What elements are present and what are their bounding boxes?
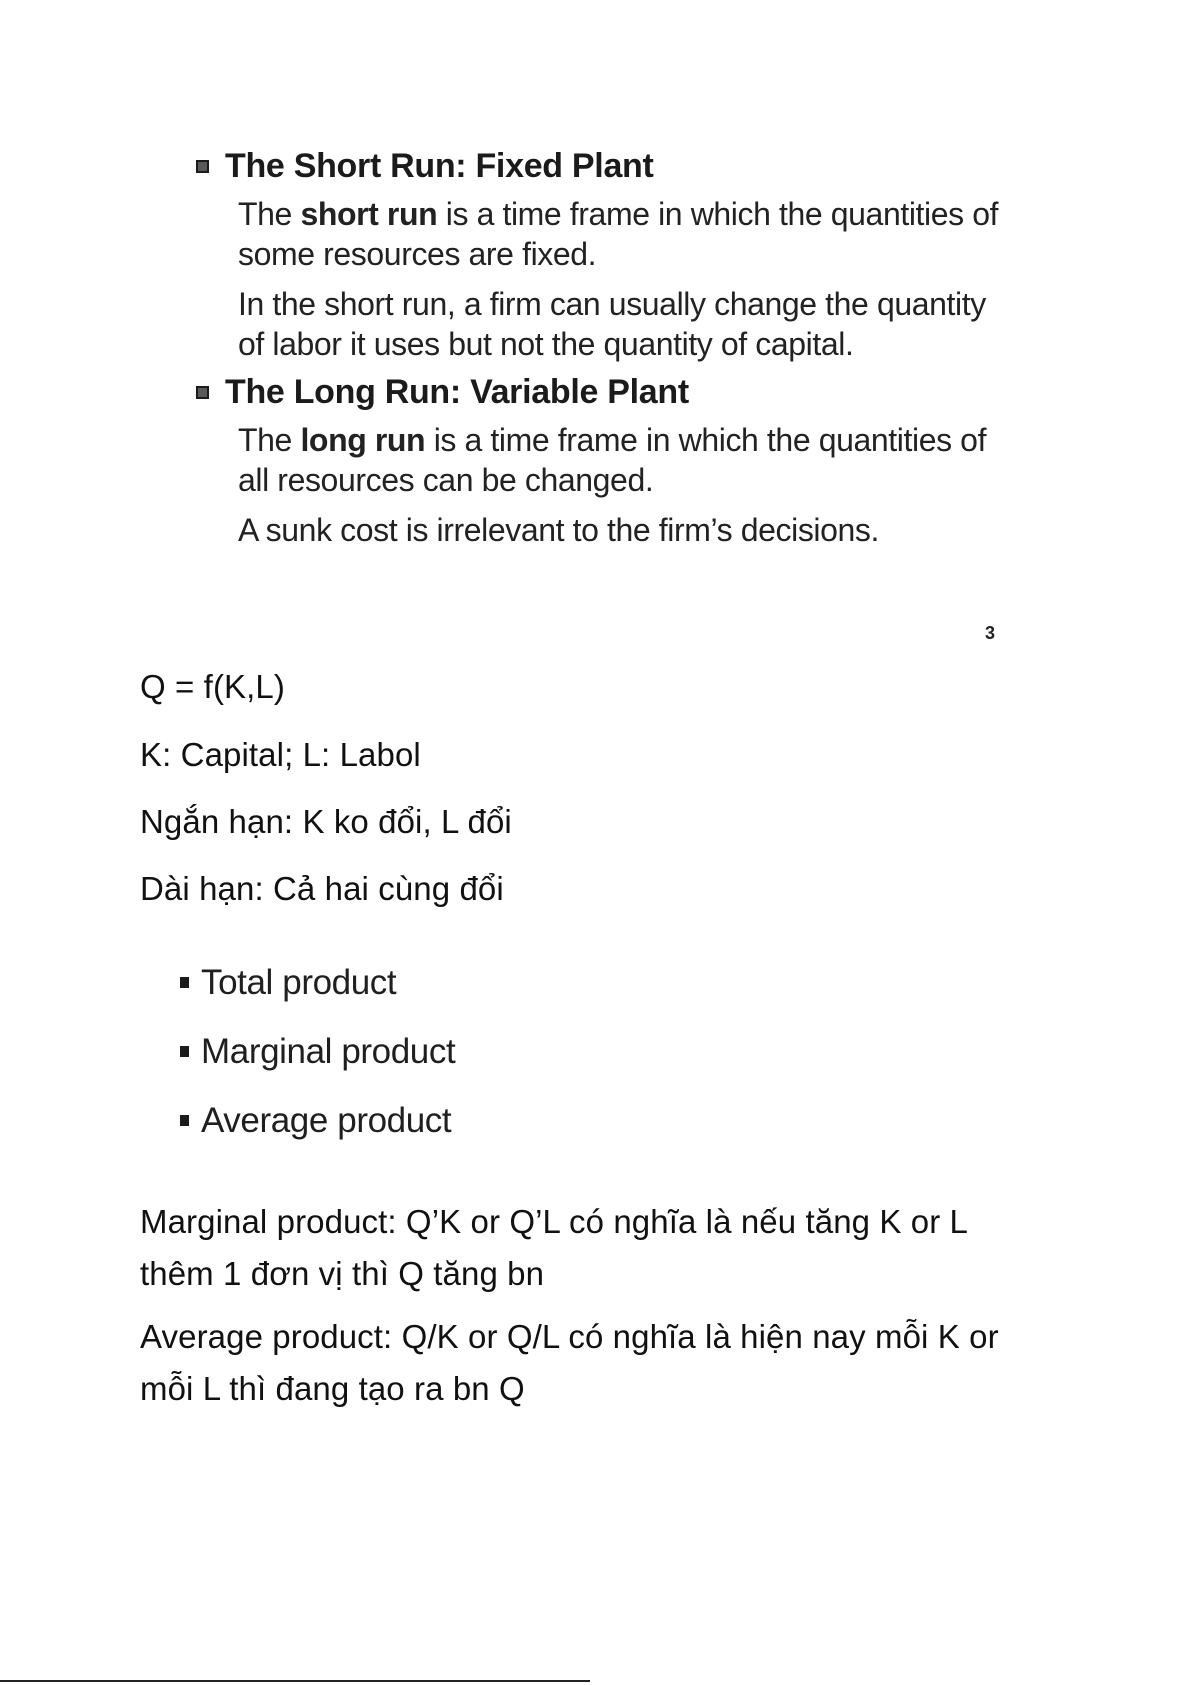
slide-excerpt-products	[180, 948, 580, 1155]
short-run-definition	[238, 194, 1016, 274]
square-bullet-icon	[196, 386, 209, 399]
short-term-note: Ngắn hạn: K ko đổi, L đổi	[140, 803, 512, 840]
long-run-heading	[196, 372, 1016, 412]
average-product-note: Average product: Q/K or Q/L có nghĩa là hiện nay mỗi K or mỗi L thì đang tạo ra bn Q	[140, 1318, 999, 1407]
sunk-cost-note: A sunk cost is irrelevant to the firm’s decisions.	[238, 512, 880, 548]
marginal-product-note: Marginal product: Q’K or Q’L có nghĩa là nếu tăng K or L thêm 1 đơn vị thì Q tăng bn	[140, 1203, 967, 1292]
long-term-note: Dài hạn: Cả hai cùng đổi	[140, 870, 504, 907]
short-run-term: short run	[300, 196, 438, 232]
bullet-icon	[180, 1046, 189, 1057]
short-run-heading	[196, 146, 1016, 186]
production-function: Q = f(K,L)	[140, 668, 285, 705]
long-run-definition	[238, 420, 1016, 500]
slide-excerpt-runs	[196, 146, 1016, 646]
list-item	[180, 1017, 580, 1086]
page-bottom-divider	[0, 1680, 590, 1682]
short-run-def-pre: The	[238, 196, 301, 232]
long-run-def-post: is a time frame in which the quantities of all resources can be changed.	[238, 422, 987, 498]
list-item-label: Marginal product	[201, 1031, 456, 1071]
slide-page-number: 3	[985, 623, 996, 643]
long-run-heading-text: The Long Run: Variable Plant	[225, 373, 689, 411]
list-item-label: Total product	[201, 962, 397, 1002]
list-item-label: Average product	[201, 1100, 452, 1140]
bullet-icon	[180, 1115, 189, 1126]
short-run-detail: In the short run, a firm can usually change the quantity of labor it uses but not the quantity of capital.	[238, 286, 986, 362]
variable-definitions: K: Capital; L: Labol	[140, 736, 421, 773]
long-run-def-pre: The	[238, 422, 301, 458]
long-run-term: long run	[300, 422, 426, 458]
square-bullet-icon	[196, 160, 209, 173]
list-item	[180, 1086, 580, 1155]
bullet-icon	[180, 977, 189, 988]
short-run-def-post: is a time frame in which the quantities of some resources are fixed.	[238, 196, 999, 272]
short-run-heading-text: The Short Run: Fixed Plant	[225, 147, 654, 185]
list-item	[180, 948, 580, 1017]
